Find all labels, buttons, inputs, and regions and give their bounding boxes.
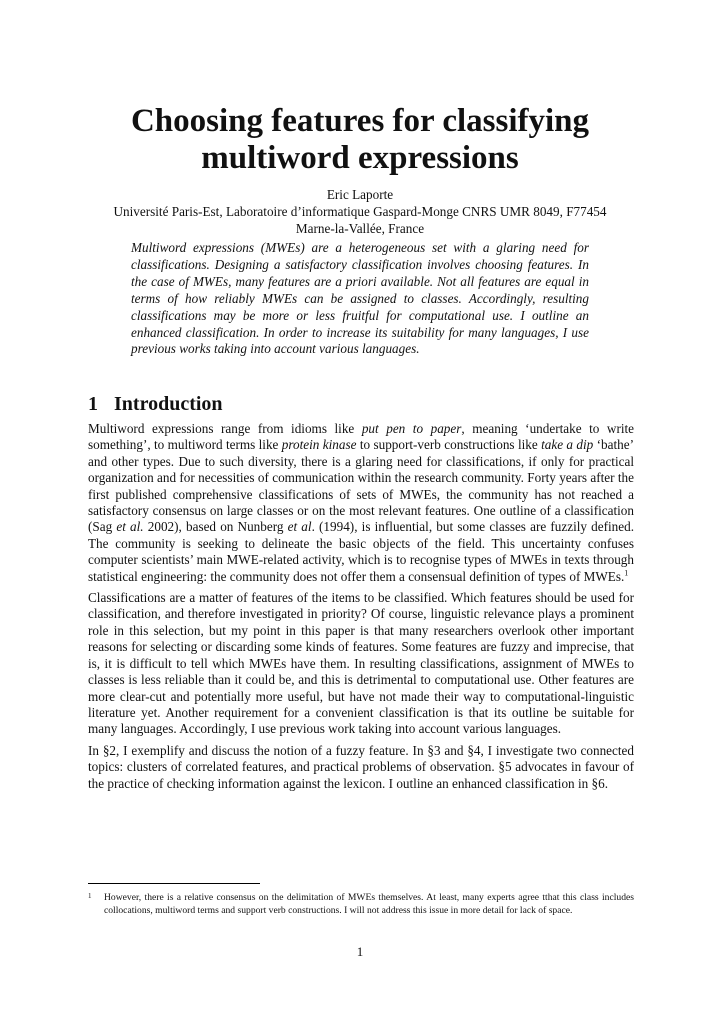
- text-run: , meaning ‘undertake to write something’, to multiword terms like: [88, 421, 635, 453]
- example-support-verb: take a dip: [541, 437, 594, 453]
- footnote-rule: [88, 883, 260, 884]
- footnote-mark: 1: [88, 892, 92, 900]
- citation-et-al: et al: [287, 519, 312, 535]
- author-affiliation: Université Paris-Est, Laboratoire d’informatique Gaspard-Monge CNRS UMR 8049, F77454: [113, 204, 607, 219]
- page-number: 1: [356, 944, 364, 959]
- paragraph-3: In §2, I exemplify and discuss the notion of a fuzzy feature. In §3 and §4, I investigate two connected topics: clusters of correlated features, and practical problems of observation. §5 advocates in favour of the practice of checking information against the lexicon. I outline an enhanced classification in §6.: [88, 742, 634, 791]
- text-run: 2002), based on Nunberg: [143, 519, 288, 535]
- author-name: Eric Laporte: [326, 187, 394, 202]
- text-run: to support-verb constructions like: [356, 437, 542, 453]
- example-idiom: put pen to paper: [361, 421, 462, 436]
- section-heading: [88, 392, 223, 416]
- text-run: ‘bathe’ and other types. Due to such diversity, there is a glaring need for classifications, if only for practical organization and for necessities of communication within the research community. Forty years after the first published comprehensive classifications of sets of MWEs, the community has not reached a satisfactory consensus on large classes or on the most relevant features. One outline of a classification (Sag: [88, 437, 634, 535]
- citation-et-al: et al.: [116, 519, 144, 535]
- text-run: Multiword expressions range from idioms like: [88, 421, 362, 436]
- abstract: Multiword expressions (MWEs) are a heterogeneous set with a glaring need for classifications. Designing a satisfactory classification involves choosing features. In the case of MWEs, many features are a priori available. Not all features are equal in terms of how reliably MWEs can be assigned to classes. Accordingly, resulting classifications may be more or less fruitful for computational use. I outline an enhanced classification. In order to increase its suitability for many languages, I use previous works taking into account various languages.: [131, 240, 589, 357]
- body-text: [88, 421, 634, 797]
- footnote: [88, 891, 634, 917]
- section-number: 1: [88, 393, 98, 415]
- example-term: protein kinase: [281, 437, 357, 453]
- footnote-reference: 1: [624, 568, 629, 578]
- author-location: Marne-la-Vallée, France: [295, 221, 425, 236]
- paragraph-2: Classifications are a matter of features of the items to be classified. Which features should be used for classification, and therefore investigated in priority? Of course, linguistic relevance plays a prominent role in this selection, but my point in this paper is that many researchers overlook other important reasons for selecting or discarding some kinds of features. Some features are fuzzy and imprecise, that is, it is difficult to tell which MWEs have them. In resulting classifications, assignment of MWEs to classes is less reliable than it could be, and this is detrimental to computational use. Other features are more clear-cut and potentially more useful, but have not made their way to computational-linguistic literature yet. Another requirement for a convenient classification is that its outline be suitable for many languages. Accordingly, I use previous work taking into account various languages.: [88, 590, 634, 737]
- paper-title: Choosing features for classifying multiword expressions: [130, 103, 590, 176]
- paragraph-1: [88, 421, 634, 585]
- author-block: [40, 186, 680, 237]
- text-run: . (1994), is influential, but some classes are fuzzily defined. The community is seeking to delineate the basic objects of the field. This uncertainty confuses computer scientists’ main MWE-related activity, which is to recognise types of MWEs in texts through statistical engineering: the community does not offer them a consensual definition of types of MWEs.: [88, 519, 634, 584]
- section-title: Introduction: [114, 393, 223, 415]
- footnote-text: However, there is a relative consensus on the delimitation of MWEs themselves. At least, many experts agree tthat this class includes collocations, multiword terms and support verb constructions. I will not address this issue in more detail for lack of space.: [104, 892, 634, 917]
